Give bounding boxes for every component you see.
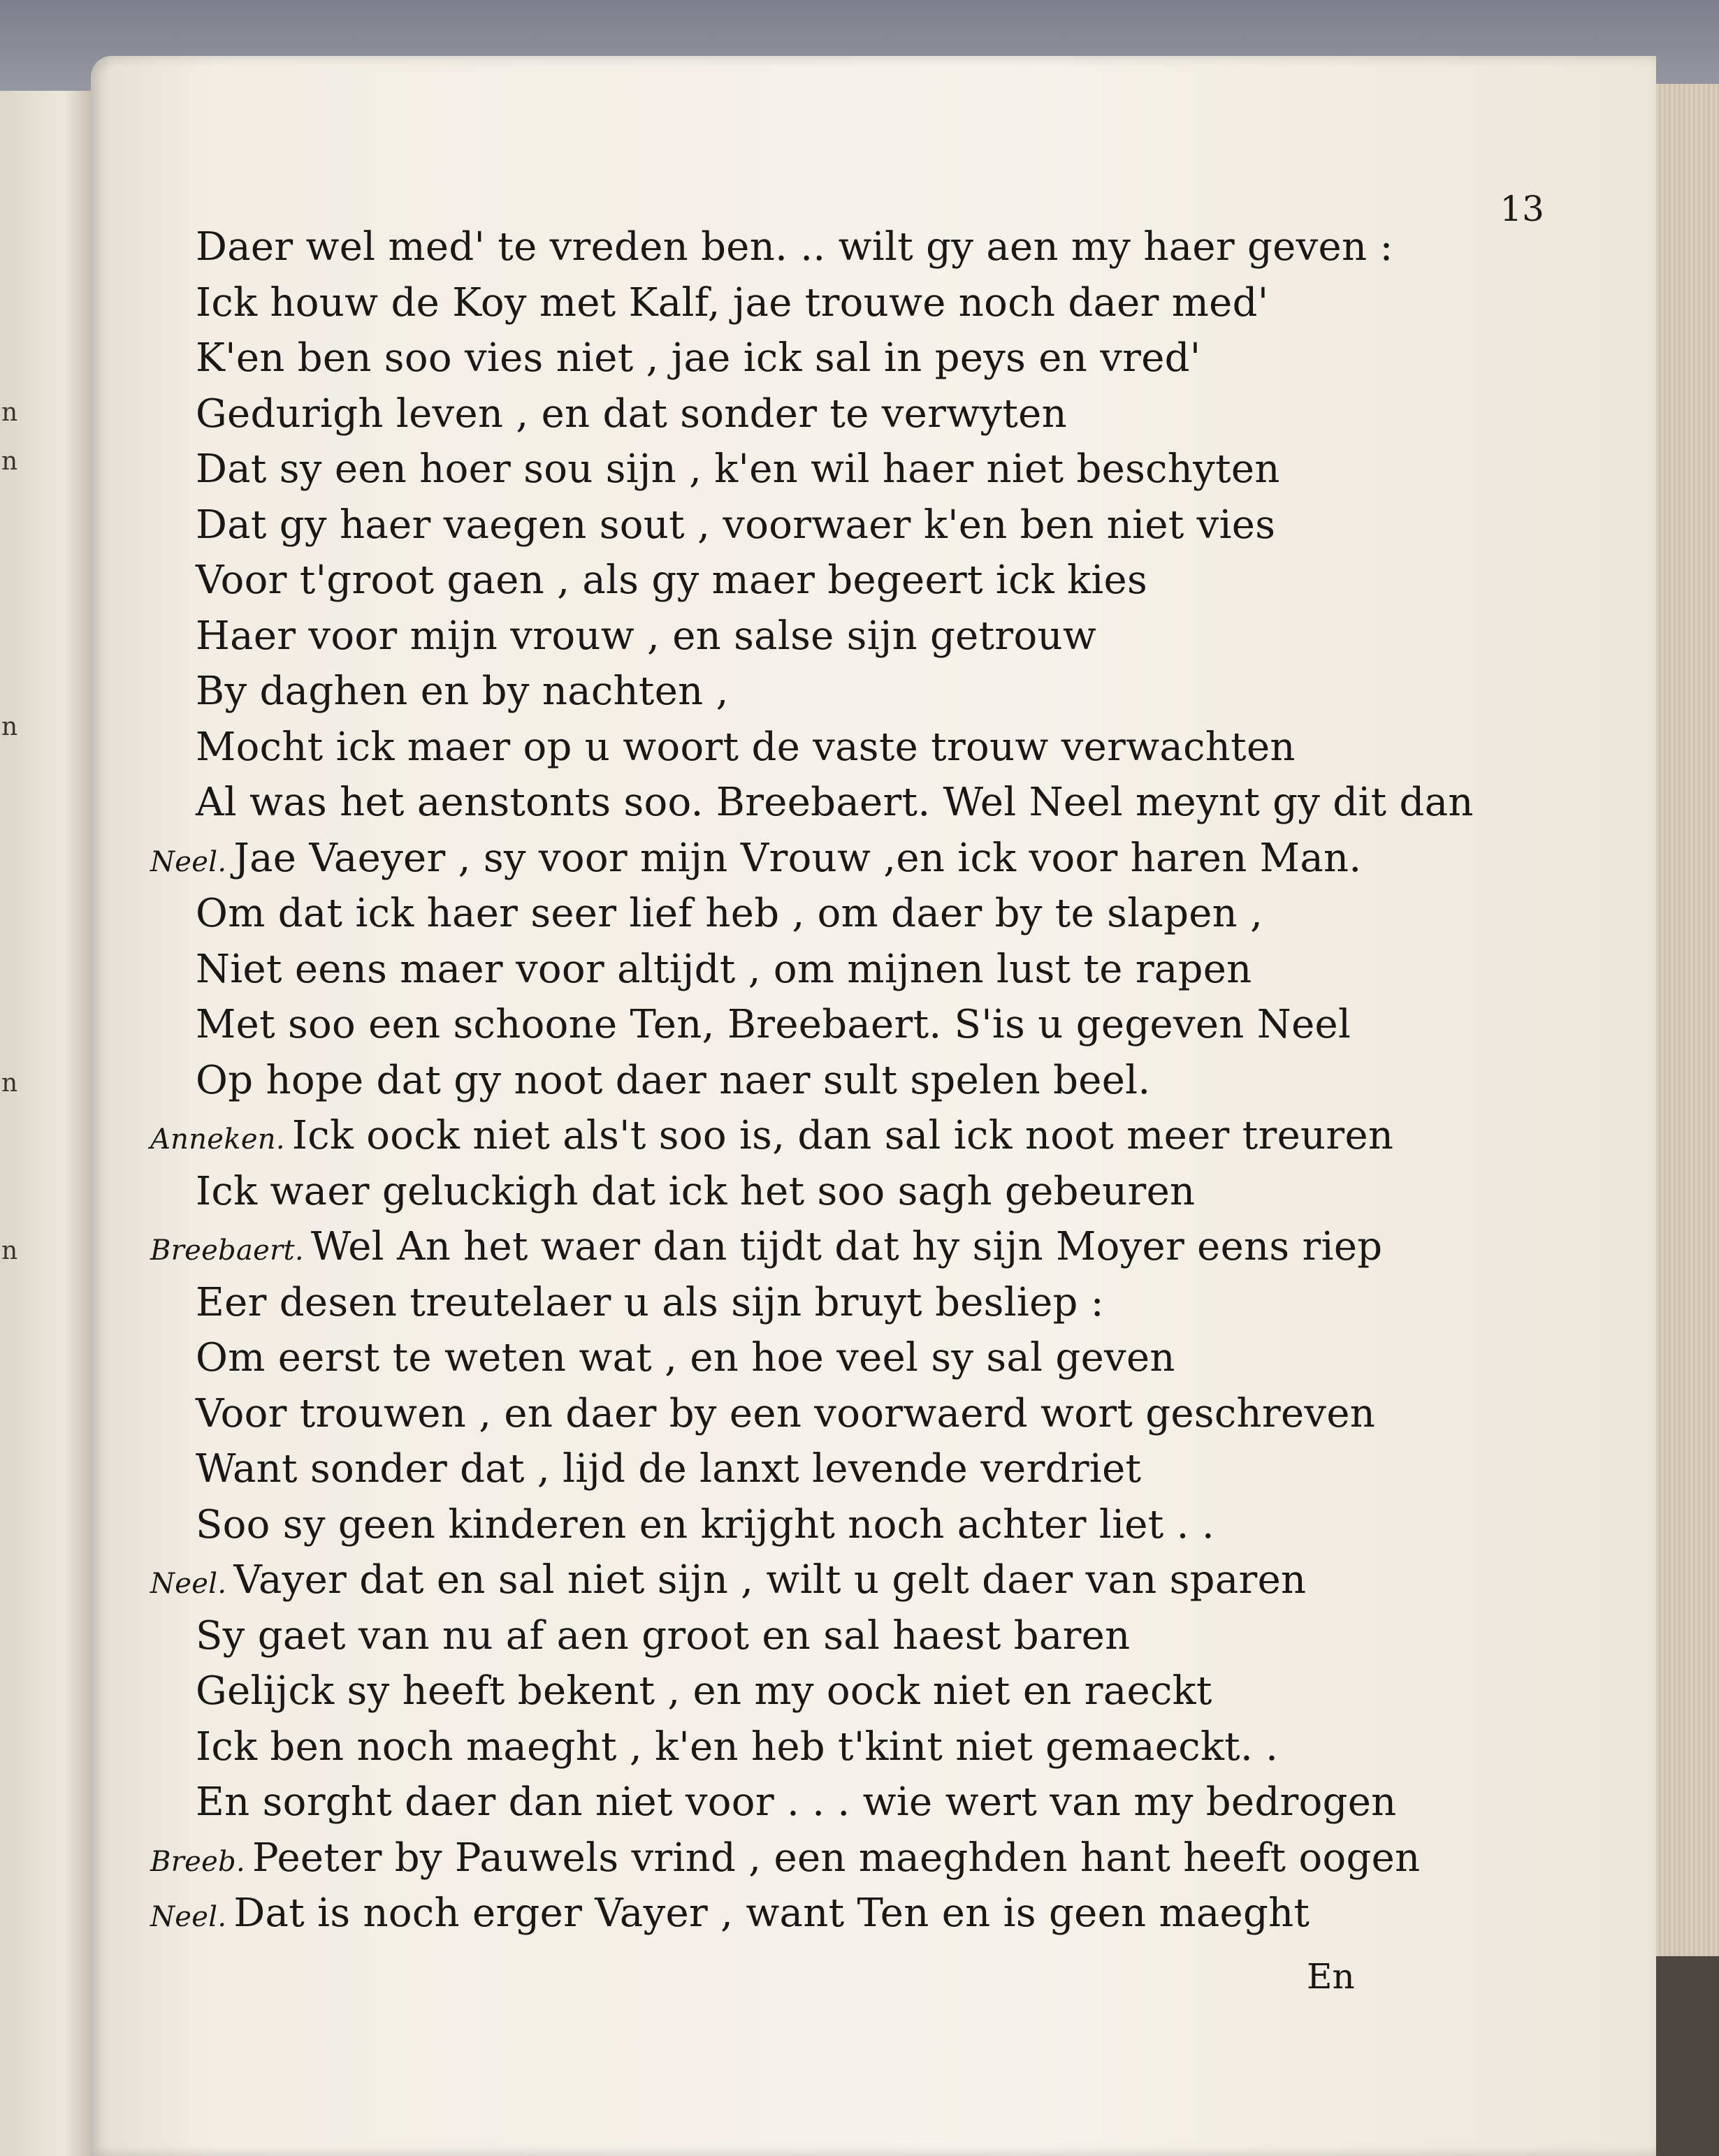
margin-letter: n	[1, 1237, 18, 1265]
verse-line	[196, 724, 1296, 771]
verse-text: Gedurigh leven , en dat sonder te verwyten	[196, 391, 1067, 437]
verse-line	[196, 1001, 1351, 1049]
verse-text: Dat is noch erger Vayer , want Ten en is geen maeght	[233, 1891, 1310, 1936]
verse-text: Jae Vaeyer , sy voor mijn Vrouw ,en ick voor haren Man.	[233, 835, 1362, 881]
verse-text: Voor trouwen , en daer by een voorwaerd wort geschreven	[196, 1390, 1376, 1436]
verse-line	[196, 1334, 1175, 1382]
margin-letter: n	[1, 398, 18, 427]
verse-text: Al was het aenstonts soo. Breebaert. Wel Neel meynt gy dit dan	[196, 780, 1474, 825]
verse-line	[150, 1223, 1382, 1274]
verse-text: Want sonder dat , lijd de lanxt levende verdriet	[196, 1446, 1142, 1492]
verse-line	[196, 890, 1263, 938]
verse-line	[196, 1057, 1150, 1105]
verse-line	[196, 1779, 1397, 1826]
verse-text: Peeter by Pauwels vrind , een maeghden hant heeft oogen	[252, 1835, 1421, 1881]
verse-text: Ick ben noch maeght , k'en heb t'kint niet gemaeckt. .	[196, 1724, 1279, 1770]
verse-text: Vayer dat en sal niet sijn , wilt u gelt daer van sparen	[233, 1557, 1307, 1603]
margin-letter: n	[1, 713, 18, 741]
verse-text: Voor t'groot gaen , als gy maer begeert ick kies	[196, 558, 1148, 603]
verse-text: Mocht ick maer op u woort de vaste trouw verwachten	[196, 724, 1296, 770]
verse-line	[150, 1112, 1393, 1163]
verse-line	[196, 613, 1096, 660]
verse-text: Om dat ick haer seer lief heb , om daer by te slapen ,	[196, 891, 1263, 936]
verse-line	[196, 391, 1067, 438]
speaker-name: Anneken.	[150, 1123, 285, 1156]
verse-line	[150, 1835, 1420, 1886]
verse-line	[196, 1668, 1212, 1715]
verse-line	[196, 779, 1474, 826]
verse-line	[196, 557, 1147, 604]
verse-text: Sy gaet van nu af aen groot en sal haest baren	[196, 1612, 1131, 1659]
verse-text: Dat gy haer vaegen sout , voorwaer k'en ben niet vies	[196, 502, 1276, 548]
speaker-name: Neel.	[150, 1901, 227, 1933]
verse-text: Wel An het waer dan tijdt dat hy sijn Moyer eens riep	[310, 1224, 1383, 1269]
verse-line	[196, 946, 1252, 993]
verse-line	[150, 1890, 1310, 1941]
left-page-edge	[0, 91, 95, 2156]
verse-line	[196, 1724, 1278, 1771]
verse-text: Soo sy geen kinderen en krijght noch achter liet . .	[196, 1501, 1214, 1547]
verse-line	[196, 1168, 1195, 1216]
verse-line	[196, 224, 1393, 271]
verse-text: En sorght daer dan niet voor . . . wie wert van my bedrogen	[196, 1779, 1397, 1825]
verse-text: Met soo een schoone Ten, Breebaert. S'is u gegeven Neel	[196, 1002, 1351, 1047]
binding-shadow	[1656, 1956, 1719, 2156]
verse-line	[196, 502, 1275, 549]
verse-text: Ick houw de Koy met Kalf, jae trouwe noch daer med'	[196, 279, 1269, 326]
verse-text: Dat sy een hoer sou sijn , k'en wil haer niet beschyten	[196, 446, 1280, 492]
verse-text: Gelijck sy heeft bekent , en my oock niet en raeckt	[196, 1668, 1212, 1714]
verse-line	[196, 1445, 1141, 1493]
verse-line	[196, 1279, 1104, 1327]
speaker-name: Breebaert.	[150, 1234, 304, 1267]
page-text	[91, 56, 1656, 2156]
book-page	[91, 56, 1656, 2156]
verse-text: Niet eens maer voor altijdt , om mijnen lust te rapen	[196, 946, 1252, 992]
margin-letter: n	[1, 447, 18, 476]
verse-line	[196, 279, 1268, 327]
verse-line	[196, 1501, 1214, 1549]
speaker-name: Breeb.	[150, 1845, 245, 1878]
speaker-name: Neel.	[150, 845, 227, 878]
catchword: En	[1307, 1956, 1355, 1997]
verse-text: By daghen en by nachten ,	[196, 669, 729, 714]
verse-text: K'en ben soo vies niet , jae ick sal in peys en vred'	[196, 335, 1201, 381]
verse-text: Om eerst te weten wat , en hoe veel sy sal geven	[196, 1335, 1175, 1381]
verse-line	[196, 668, 729, 715]
verse-text: Haer voor mijn vrouw , en salse sijn getrouw	[196, 613, 1097, 659]
verse-line	[150, 835, 1361, 886]
speaker-name: Neel.	[150, 1568, 227, 1600]
verse-text: Op hope dat gy noot daer naer sult spelen beel.	[196, 1057, 1151, 1103]
verse-text: Ick oock niet als't soo is, dan sal ick noot meer treuren	[291, 1113, 1394, 1158]
verse-text: Daer wel med' te vreden ben. .. wilt gy aen my haer geven :	[196, 224, 1393, 270]
verse-line	[196, 446, 1280, 493]
verse-line	[196, 1390, 1375, 1438]
verse-line	[196, 335, 1201, 382]
verse-line	[150, 1557, 1306, 1608]
page-number: 13	[1500, 189, 1544, 229]
margin-letter: n	[1, 1069, 18, 1098]
verse-text: Eer desen treutelaer u als sijn bruyt besliep :	[196, 1279, 1104, 1325]
verse-line	[196, 1612, 1130, 1660]
verse-text: Ick waer geluckigh dat ick het soo sagh gebeuren	[196, 1168, 1196, 1214]
